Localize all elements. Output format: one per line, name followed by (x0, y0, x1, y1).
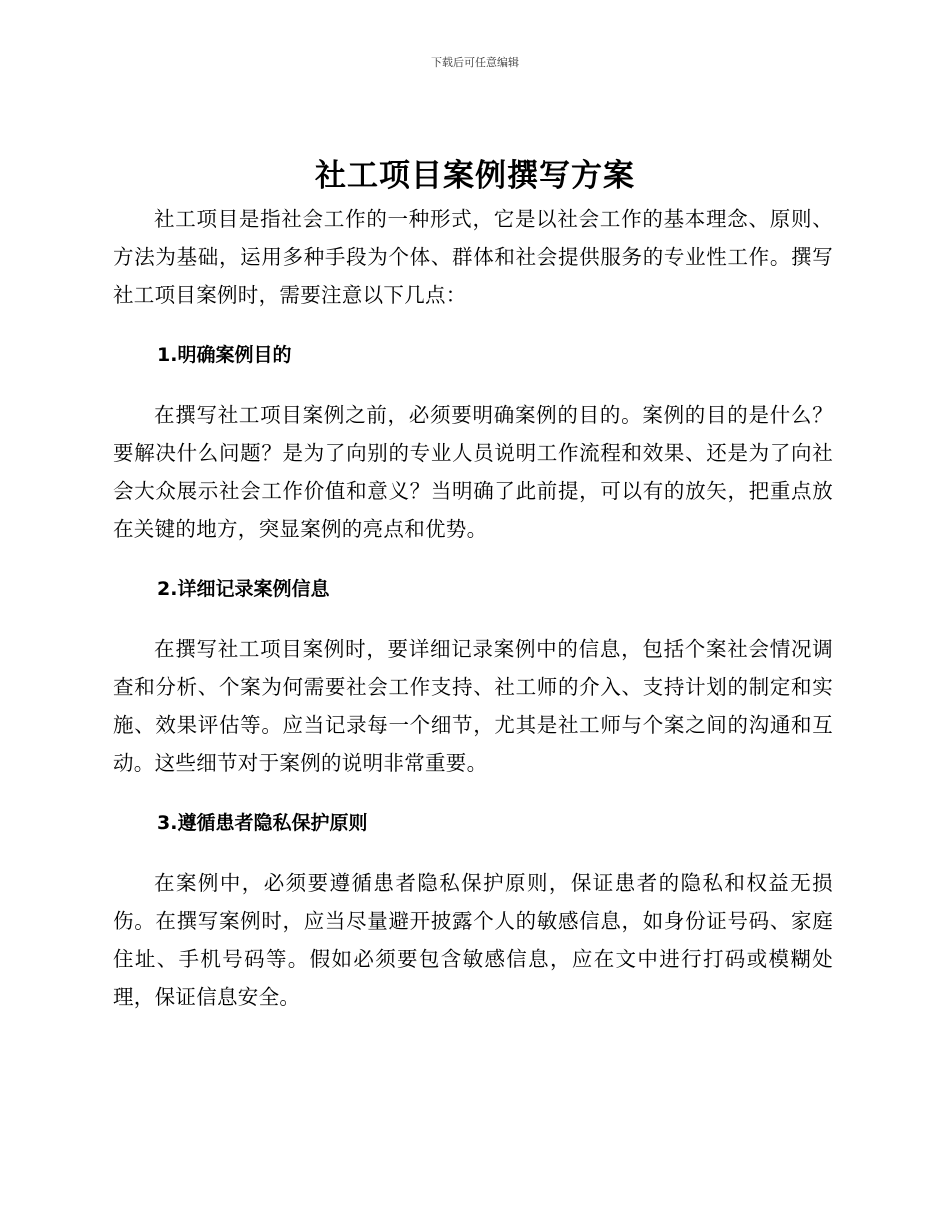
intro-paragraph: 社工项目是指社会工作的一种形式，它是以社会工作的基本理念、原则、方法为基础，运用多种手段为个体、群体和社会提供服务的专业性工作。撰写社工项目案例时，需要注意以下几点： (113, 207, 833, 307)
section-heading-2: 2.详细记录案例信息 (157, 578, 330, 600)
document-body (113, 200, 833, 1016)
section-heading-3: 3.遵循患者隐私保护原则 (157, 812, 368, 834)
section-paragraph-3: 在案例中，必须要遵循患者隐私保护原则，保证患者的隐私和权益无损伤。在撰写案例时，应当尽量避开披露个人的敏感信息，如身份证号码、家庭住址、手机号码等。假如必须要包含敏感信息，应在文中进行打码或模糊处理，保证信息安全。 (113, 871, 833, 1009)
section-paragraph-1: 在撰写社工项目案例之前，必须要明确案例的目的。案例的目的是什么？要解决什么问题？是为了向别的专业人员说明工作流程和效果、还是为了向社会大众展示社会工作价值和意义？当明确了此前提，可以有的放矢，把重点放在关键的地方，突显案例的亮点和优势。 (113, 403, 833, 541)
section-paragraph-2: 在撰写社工项目案例时，要详细记录案例中的信息，包括个案社会情况调查和分析、个案为何需要社会工作支持、社工师的介入、支持计划的制定和实施、效果评估等。应当记录每一个细节，尤其是社工师与个案之间的沟通和互动。这些细节对于案例的说明非常重要。 (113, 637, 833, 775)
page-title: 社工项目案例撰写方案 (315, 158, 635, 194)
header-note: 下载后可任意编辑 (431, 56, 519, 69)
section-heading-1: 1.明确案例目的 (157, 344, 292, 366)
